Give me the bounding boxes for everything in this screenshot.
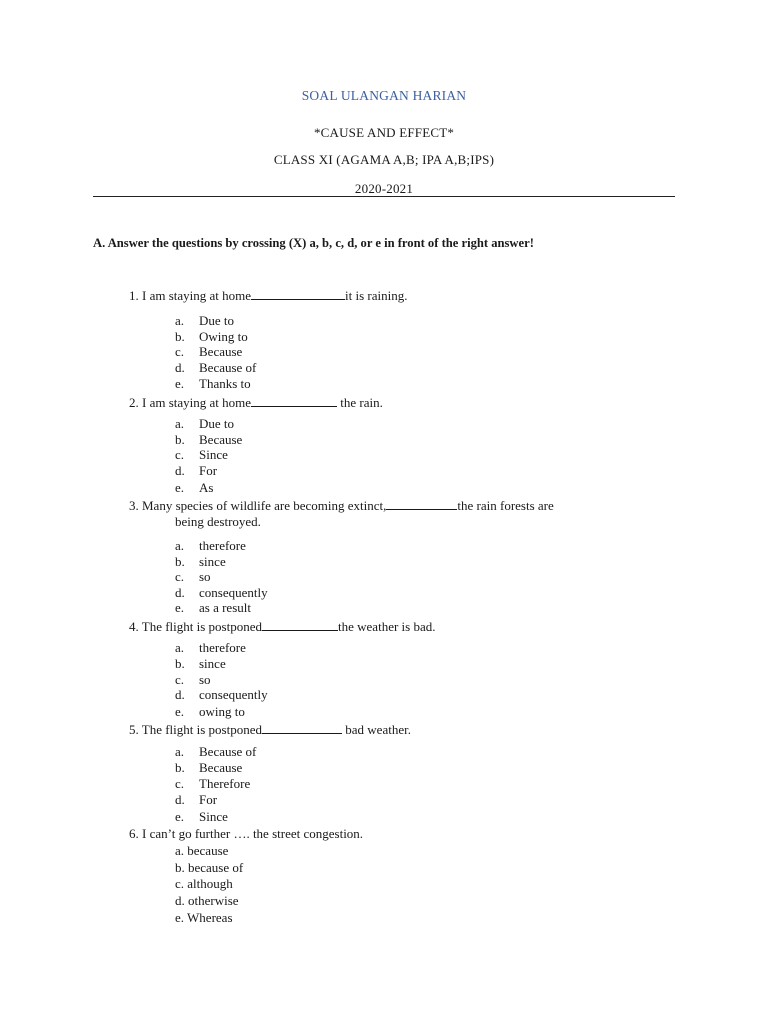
question-2 — [129, 394, 383, 411]
option-2c[interactable]: c. Since — [175, 447, 228, 462]
question-number: 3. — [129, 498, 139, 513]
option-3e[interactable]: e. as a result — [175, 600, 251, 615]
option-5d[interactable]: d. For — [175, 792, 218, 807]
question-1 — [129, 287, 408, 304]
option-5a[interactable]: a. Because of — [175, 744, 257, 759]
question-text-before: I am staying at home — [142, 395, 252, 410]
question-6 — [129, 826, 363, 842]
answer-blank — [262, 618, 338, 631]
option-5b[interactable]: b. Because — [175, 760, 243, 775]
option-2d[interactable]: d. For — [175, 463, 218, 478]
question-text-before: The flight is postponed — [141, 722, 263, 737]
answer-blank — [262, 721, 342, 734]
option-4a[interactable]: a. therefore — [175, 640, 246, 655]
question-number: 2. — [129, 395, 139, 410]
header-divider — [93, 196, 675, 197]
option-1e[interactable]: e. Thanks to — [175, 376, 251, 391]
option-3d[interactable]: d. consequently — [175, 585, 268, 600]
option-2b[interactable]: b. Because — [175, 432, 243, 447]
question-number: 6. — [129, 826, 139, 841]
question-3-continuation: being destroyed. — [175, 514, 261, 529]
question-text: I can’t go further …. the street congestion. — [142, 826, 364, 841]
option-6e[interactable]: e. Whereas — [175, 910, 233, 925]
option-6c[interactable]: c. although — [175, 876, 233, 891]
option-4b[interactable]: b. since — [175, 656, 226, 671]
question-number: 1. — [129, 288, 139, 303]
document-subtitle: *CAUSE AND EFFECT* — [313, 125, 455, 140]
question-text-after: the weather is bad. — [338, 619, 436, 634]
instruction-text: A. Answer the questions by crossing (X) a, b, c, d, or e in front of the right answer! — [93, 236, 534, 250]
question-number: 4. — [129, 619, 139, 634]
answer-blank — [251, 287, 345, 300]
question-5 — [129, 721, 411, 738]
option-1c[interactable]: c. Because — [175, 344, 243, 359]
question-text-before: Many species of wildlife are becoming extinct, — [142, 498, 387, 513]
question-text-after: bad weather. — [342, 722, 411, 737]
option-6d[interactable]: d. otherwise — [175, 893, 239, 908]
school-year: 2020-2021 — [354, 181, 414, 196]
question-text-after: the rain. — [337, 395, 383, 410]
option-3c[interactable]: c. so — [175, 569, 211, 584]
option-5c[interactable]: c. Therefore — [175, 776, 251, 791]
question-text-after: it is raining. — [345, 288, 408, 303]
option-1b[interactable]: b. Owing to — [175, 329, 248, 344]
question-text-before: I am staying at home — [142, 288, 252, 303]
option-2e[interactable]: e. As — [175, 480, 214, 495]
option-3b[interactable]: b. since — [175, 554, 226, 569]
option-3a[interactable]: a. therefore — [175, 538, 246, 553]
question-3 — [129, 497, 554, 514]
option-2a[interactable]: a. Due to — [175, 416, 235, 431]
question-text-before: The flight is postponed — [141, 619, 263, 634]
question-4 — [129, 618, 435, 635]
option-6a[interactable]: a. because — [175, 843, 229, 858]
answer-blank — [386, 497, 457, 510]
option-4c[interactable]: c. so — [175, 672, 211, 687]
option-1a[interactable]: a. Due to — [175, 313, 235, 328]
option-6b[interactable]: b. because of — [175, 860, 244, 875]
class-line: CLASS XI (AGAMA A,B; IPA A,B;IPS) — [273, 152, 495, 167]
option-4e[interactable]: e. owing to — [175, 704, 245, 719]
answer-blank — [251, 394, 337, 407]
question-text-after: the rain forests are — [457, 498, 554, 513]
option-1d[interactable]: d. Because of — [175, 360, 257, 375]
question-number: 5. — [129, 722, 139, 737]
document-title: SOAL ULANGAN HARIAN — [301, 88, 467, 103]
option-5e[interactable]: e. Since — [175, 809, 228, 824]
option-4d[interactable]: d. consequently — [175, 687, 268, 702]
